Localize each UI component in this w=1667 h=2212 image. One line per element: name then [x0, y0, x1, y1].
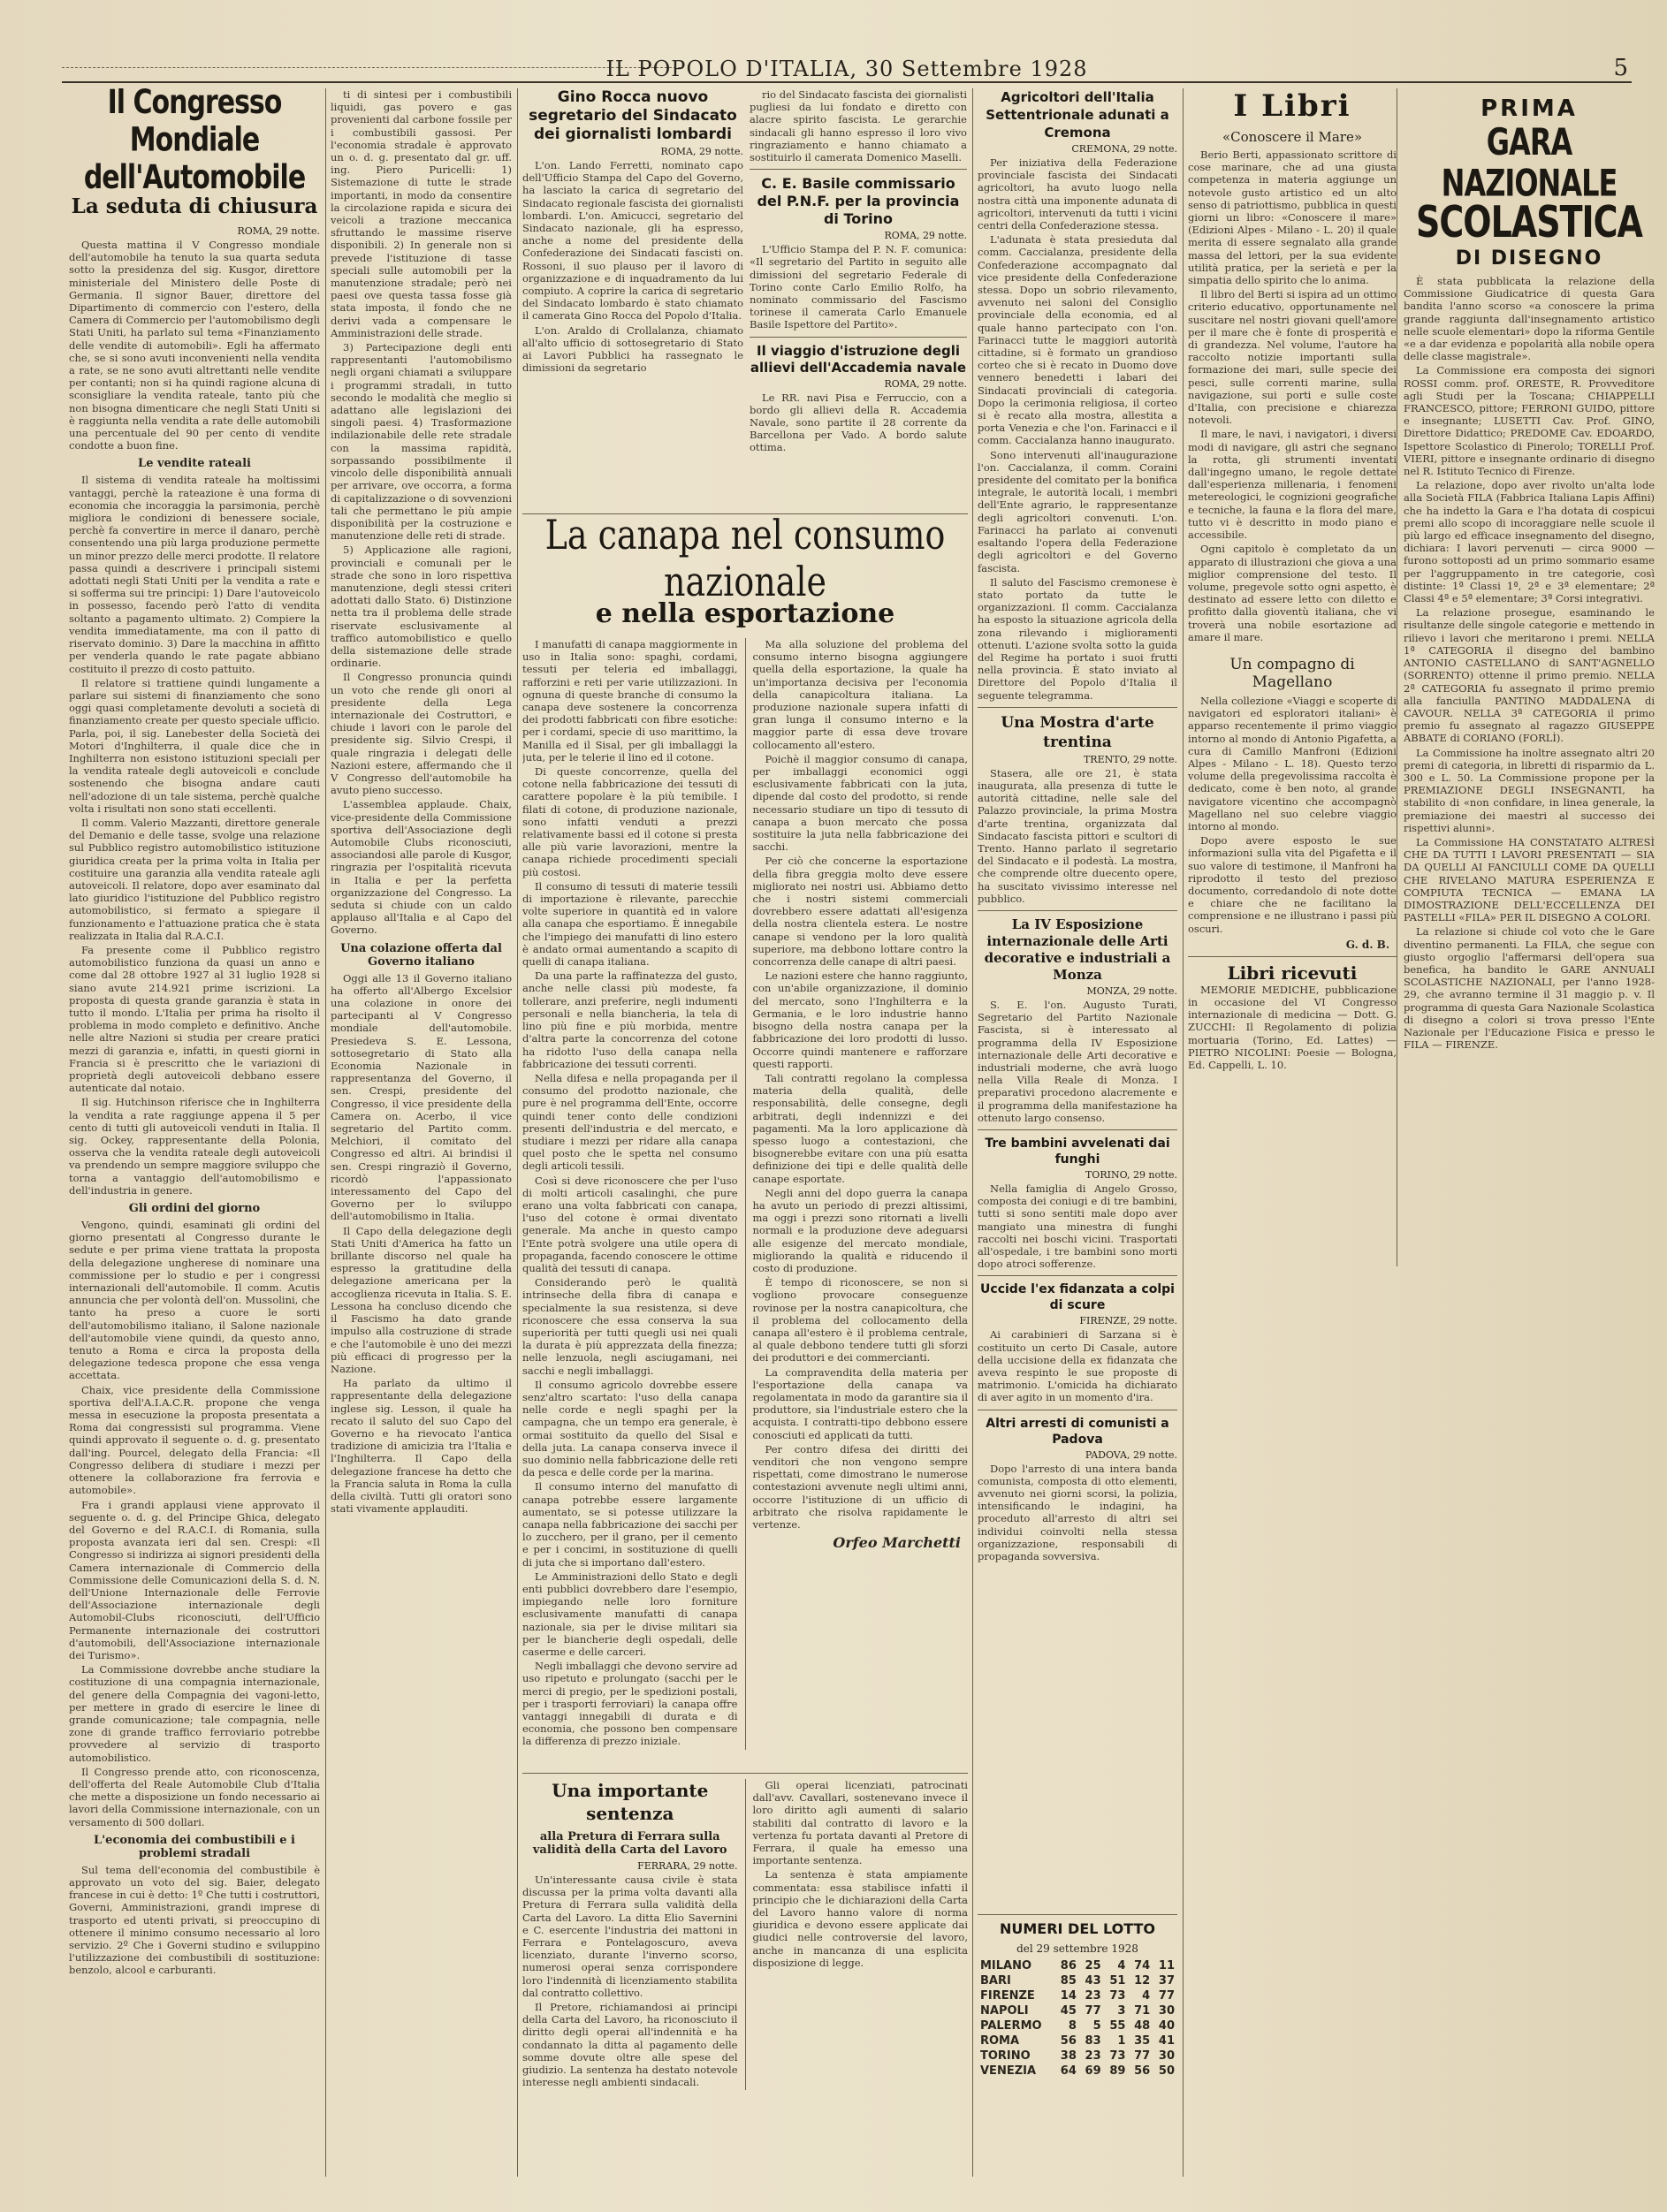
article-paragraph: Il Capo della delegazione degli Stati Uniti d'America ha fatto un brillante discorso nel quale ha espresso la gratitudine della delegazione americana per la accoglienza ricevuta in Italia. S. E. Lessona ha concluso dicendo che il Fascismo ha dato grande impulso alla costruzione di strade e che l'automobile è uno dei mezzi più efficaci di progresso per la Nazione. — [331, 1224, 512, 1375]
article-paragraph: I manufatti di canapa maggiormente in uso in Italia sono: spaghi, cordami, tessuti per teleria ed imballaggi, rafforzini e reti per varie utilizzazioni. In ognuna di queste branche di consumo la canapa deve sostenere la concorrenza dei prodotti fabbricati con fibre esotiche: per i cordami, specie di uso marittimo, la Manilla ed il Sisal, per gli imballaggi la juta, per le telerie il lino ed il cotone. — [522, 638, 738, 764]
lotto-row — [978, 2049, 1177, 2064]
article-paragraph: È tempo di riconoscere, se non si vogliono provocare conseguenze rovinose per la nostra canapicoltura, che il problema del collocamento della canapa all'estero è il problema centrale, al quale debbono tendere tutti gli sforzi dei produttori e dei commercianti. — [752, 1276, 968, 1364]
lotto-number: 43 — [1085, 1974, 1101, 1988]
lotto-city: ROMA — [980, 2034, 1020, 2048]
article-paragraph: La relazione si chiude col voto che le Gare diventino permanenti. La FILA, che segue con giusto orgoglio l'affermarsi dell'opera sua benefica, ha bandito le GARE ANNUALI SCOLASTICHE NAZIONALI, per l'anno 1928-29, che avranno termine il 31 maggio p. v. Il programma di questa Gara Nazionale Scolastica di disegno a colori si trova presso l'Ente Nazionale per l'Educazione Fisica e presso le FILA — FIRENZE. — [1404, 925, 1655, 1052]
lotto-number: 25 — [1085, 1959, 1101, 1973]
article-paragraph: L'on. Lando Ferretti, nominato capo dell'Ufficio Stampa del Capo del Governo, ha lasciato la carica di segretario del Sindacato regionale fascista dei giornalisti lombardi. L'on. Amicucci, segretario del Sindacato nazionale, gli ha espresso, anche a nome del presidente della Confederazione dei Sindacati fascisti on. Rossoni, il suo plauso per il lavoro di organizzazione e di inquadramento da lui compiuto. A coprire la carica di segretario del Sindacato lombardo è stato chiamato il camerata Gino Rocca del Popolo d'Italia. — [522, 159, 743, 323]
newspaper-masthead-line: IL POPOLO D'ITALIA, 30 Settembre 1928 — [605, 57, 1088, 81]
headline-mostra-trentina: Una Mostra d'arte trentina — [1001, 713, 1154, 751]
article-paragraph: Un'interessante causa civile è stata discussa per la prima volta davanti alla Pretura di Ferrara sulla validità della Carta del Lavoro. La ditta Elio Savernini e C. esercente l'industria dei mattoni in Ferrara e Pontelagoscuro, aveva licenziato, durante l'inverno scorso, numerosi operai senza corrispondere loro l'indennità di licenziamento stabilita dal contratto collettivo. — [522, 1874, 738, 1999]
lotto-number: 40 — [1158, 2019, 1175, 2033]
article-paragraph: Il Pretore, richiamandosi ai principi della Carta del Lavoro, ha riconosciuto il diritto degli operai all'indennità e ha condannato la ditta al pagamento delle somme dovute oltre alle spese del giudizio. La sentenza ha destato notevole interesse negli ambienti sindacali. — [522, 2001, 738, 2089]
lotto-row — [978, 2018, 1177, 2033]
lotto-number: 14 — [1060, 1989, 1077, 2003]
lotto-city: TORINO — [980, 2049, 1031, 2063]
ad-line-gara: GARA NAZIONALE — [1441, 119, 1618, 206]
article-paragraph: L'Ufficio Stampa del P. N. F. comunica: «Il segretario del Partito in seguito alle dimissioni del segretario Federale di Torino conte Carlo Emilio Rolfo, ha nominato commissario del Fascismo torinese il camerata Carlo Emanuele Basile Ispettore del Partito». — [750, 243, 967, 331]
article-paragraph: Negli anni del dopo guerra la canapa ha avuto un periodo di prezzi altissimi, ma oggi i prezzi sono ritornati a livelli normali e la produzione deve adeguarsi alle esigenze del mercato mondiale, migliorando la qualità e riducendo il costo di produzione. — [752, 1186, 968, 1274]
article-paragraph: Ai carabinieri di Sarzana si è costituito un certo Di Casale, autore della uccisione della ex fidanzata che aveva respinto le sue proposte di matrimonio. L'omicida ha dichiarato di aver agito in un momento d'ira. — [978, 1328, 1177, 1404]
ad-line-scolastica: SCOLASTICA — [1416, 196, 1642, 247]
lotto-number: 64 — [1060, 2064, 1077, 2078]
article-paragraph: Il consumo interno del manufatto di canapa potrebbe essere largamente aumentato, se si potesse utilizzare la canapa nella fabbricazione dei sacchi per lo zucchero, per il grano, per il cemento e per i concimi, in sostituzione di quelli di juta che si importano dall'estero. — [522, 1480, 738, 1569]
headline-libri: I Libri — [1233, 88, 1351, 124]
sentenza-col-left — [522, 1779, 738, 2090]
dateline: ROMA, 29 notte. — [884, 377, 967, 390]
byline-marchetti: Orfeo Marchetti — [833, 1534, 961, 1552]
article-paragraph: Fa presente come il Pubblico registro automobilistico funziona da quasi un anno e come dal 28 ottobre 1927 al 31 luglio 1928 si siano avute 214.921 prime iscrizioni. La proposta di questa grande garanzia è stata in tutto il mondo. L'Italia per prima ha risolto il problema in modo completo e definitivo. Anche nelle altre Nazioni si studia per creare pratici mezzi di garanzia e, infatti, in questi giorni in Francia si è prescritto che le variazioni di proprietà degli autoveicoli debbano essere autenticate dal notaio. — [69, 943, 320, 1095]
article-paragraph: 3) Partecipazione degli enti rappresentanti l'automobilismo negli organi chiamati a sviluppare i programmi stradali, in tutto secondo le modalità che meglio si adattano alle legislazioni dei singoli paesi. 4) Trasformazione indilazionabile delle rete stradale con la massima rapidità, sorpassando possibilmente il vincolo delle disponibilità annuali per arrivare, ove occorra, a forma di capitalizzazione o di sovvenzioni tali che permettano le più ampie disponibilità per la costruzione e manutenzione delle reti di strade. — [331, 341, 512, 543]
article-paragraph: Ma alla soluzione del problema del consumo interno bisogna aggiungere quella della esportazione, la quale ha un'importanza decisiva per l'economia della canapicoltura italiana. La produzione nazionale supera infatti di gran lunga il consumo interno e la maggior parte di essa deve trovare collocamento all'estero. — [752, 638, 968, 751]
article-paragraph: Il Congresso pronuncia quindi un voto che rende gli onori al presidente della Lega internazionale dei Costruttori, e chiude i lavori con le parole del presidente sig. Silvio Crespi, il quale ringrazia i delegati delle Nazioni estere, affermando che il V Congresso dell'automobile ha avuto pieno successo. — [331, 671, 512, 797]
article-canapa — [522, 508, 968, 1763]
article-sentenza — [522, 1767, 968, 2170]
column-cronaca — [978, 88, 1177, 1900]
article-paragraph: È stata pubblicata la relazione della Commissione Giudicatrice di questa Gara bandita l'anno scorso «a conoscere la prima grande raggiunta dall'insegnamento artistico nelle scuole elementari» dopo la riforma Gentile «e a dar evidenza e popolarità alla nobile opera delle classe magistrale». — [1404, 275, 1655, 363]
lotto-number: 4 — [1117, 1959, 1126, 1973]
article-paragraph: Il sig. Hutchinson riferisce che in Inghilterra la vendita a rate raggiunge appena il 5 per cento di tutti gli autoveicoli venduti in Italia. Il sig. Ockey, rappresentante della Polonia, osserva che la vendita rateale degli autoveicoli va prendendo un sempre maggiore sviluppo che torna a vantaggio dell'automobilismo e dell'industria in genere. — [69, 1096, 320, 1197]
lotto-number: 35 — [1134, 2034, 1151, 2048]
separator — [750, 169, 967, 170]
article-paragraph: Fra i grandi applausi viene approvato il seguente o. d. g. del Principe Ghica, delegato del Governo e del R.A.C.I. di Romania, sulla proposta avanzata ieri dal sen. Crespi: «Il Congresso si indirizza ai signori presidenti della Camera internazionale di Commercio della Commissione delle Comunicazioni della S. d. N. dell'Unione Internazionale delle Ferrovie dell'Associazione internazionale degli Automobil-Clubs riconosciuti, dell'Ufficio Permanente internazionale dei costruttori d'automobili, dell'Associazione internazionale dei Turismo». — [69, 1498, 320, 1661]
lotto-row — [978, 1973, 1177, 1988]
lotto-number: 71 — [1134, 2004, 1151, 2018]
separator — [978, 707, 1177, 708]
lotto-city: BARI — [980, 1974, 1011, 1988]
lotto-number: 51 — [1109, 1974, 1126, 1988]
page-header — [62, 55, 1632, 83]
article-paragraph: Le RR. navi Pisa e Ferruccio, con a bordo gli allievi della R. Accademia Navale, sono partite il 28 corrente da Barcellona per Vado. A bordo salute ottima. — [750, 391, 967, 454]
ad-line-disegno: DI DISEGNO — [1455, 247, 1603, 270]
separator — [1188, 956, 1397, 957]
dateline: CREMONA, 29 notte. — [1071, 143, 1177, 155]
article-paragraph: La Commissione dovrebbe anche studiare la costituzione di una compagnia internazionale, del genere della Compagnia dei vagoni-letto, per mettere in grado di esercire le linee di grande comunicazione; tale compagnia, nelle zone di grande traffico ferroviario potrebbe provvedere al servizio di trasporto automobilistico. — [69, 1663, 320, 1764]
dateline: TORINO, 29 notte. — [1085, 1169, 1177, 1181]
dateline: FERRARA, 29 notte. — [637, 1860, 738, 1872]
lotto-number: 23 — [1085, 2049, 1101, 2063]
article-paragraph: La Commissione era composta dei signori ROSSI comm. prof. ORESTE, R. Provveditore agli Studi per la Toscana; CHIAPPELLI FRANCESCO, pittore; FERRONI GUIDO, pittore e insegnante; LUSETTI Cav. Prof. GINO, Direttore Didattico; PREDOME Cav. EDOARDO, Ispettore Scolastico di Pinerolo; TORELLI Prof. VIERI, pittore e insegnante ordinario di disegno nel R. Istituto Tecnico di Firenze. — [1404, 364, 1655, 478]
subheadline-esportazione: e nella esportazione — [595, 598, 895, 629]
lotto-number: 50 — [1158, 2064, 1175, 2078]
lotto-number: 5 — [1092, 2019, 1101, 2033]
lotto-number: 30 — [1158, 2049, 1175, 2063]
dateline: ROMA, 29 notte. — [660, 146, 743, 157]
dateline: PADOVA, 29 notte. — [1085, 1448, 1177, 1461]
lotto-box — [978, 1909, 1177, 2174]
article-paragraph: Il consumo agricolo dovrebbe essere senz'altro scartato: l'uso della canapa nelle corde e negli spaghi per la campagna, che un tempo era generale, è ormai sostituito da quello del Sisal e della juta. La canapa conserva invece il suo dominio nella fabbricazione delle reti da pesca e delle corde per la marina. — [522, 1378, 738, 1479]
column-basile — [750, 88, 967, 504]
article-paragraph: Negli imballaggi che devono servire ad uso ripetuto e prolungato (sacchi per le merci di pregio, per le spedizioni postali, per i trasporti ferroviari) la canapa offre vantaggi innegabili di durata e di economia, che possono ben compensare la differenza di prezzo iniziale. — [522, 1660, 738, 1748]
column-rule — [745, 1779, 746, 2090]
lotto-number: 86 — [1060, 1959, 1077, 1973]
headline-cremona: Agricoltori dell'Italia Settentrionale adunati a Cremona — [986, 89, 1169, 141]
lotto-number: 45 — [1060, 2004, 1077, 2018]
article-paragraph: Dopo avere esposto le sue informazioni sulla vita del Pigafetta e il suo valore di testimone, il Manfroni ha riprodotto il testo del prezioso documento, corredandolo di note dotte e chiare che ne facilitano la comprensione e ne illustrano i passi più oscuri. — [1188, 834, 1397, 935]
lotto-number: 77 — [1085, 2004, 1101, 2018]
dateline: ROMA, 29 notte. — [884, 230, 967, 242]
signature-gdb: G. d. B. — [1345, 938, 1389, 951]
article-paragraph: L'on. Araldo di Crollalanza, chiamato all'alto ufficio di sottosegretario di Stato ai Lavori Pubblici ha rassegnato le dimissioni da segretario — [522, 323, 743, 375]
article-paragraph: S. E. l'on. Augusto Turati, Segretario del Partito Nazionale Fascista, si è interessato al programma della IV Esposizione internazionale delle Arti decorative e industriali moderne, che avrà luogo nella Villa Reale di Monza. I preparativi procedono alacremente e il programma della manifestazione ha ottenuto largo consenso. — [978, 998, 1177, 1124]
lotto-number: 11 — [1158, 1959, 1175, 1973]
article-paragraph: Ha parlato da ultimo il rappresentante della delegazione inglese sig. Lesson, il quale ha recato il saluto del suo Capo del Governo e ha rievocato l'antica tradizione di amicizia tra l'Italia e l'Inghilterra. Il Capo della delegazione francese ha detto che la Francia saluta in Roma la culla della civiltà. Tutti gli oratori sono stati vivamente applauditi. — [331, 1377, 512, 1516]
article-paragraph: Considerando però le qualità intrinseche della fibra di canapa e specialmente la sua resistenza, si deve riconoscere che essa conserva la sua superiorità per tutti quegli usi nei quali la durata è più apprezzata della finezza; nelle lenzuola, negli asciugamani, nei sacchi e negli imballaggi. — [522, 1276, 738, 1377]
article-paragraph: Il mare, le navi, i navigatori, i diversi modi di navigare, gli astri che segnano la rotta, gli strumenti inventati dall'ingegno umano, le regole dettate dall'esperienza millenaria, i fenomeni metereologici, le cognizioni geografiche e tecniche, la fauna e la flora del mare, tutto vi è descritto in modo piano e accessibile. — [1188, 428, 1397, 542]
separator — [978, 1275, 1177, 1276]
lotto-number: 37 — [1158, 1974, 1175, 1988]
lotto-number: 41 — [1158, 2034, 1175, 2048]
article-paragraph: Da una parte la raffinatezza del gusto, anche nelle classi più modeste, fa tollerare, anzi preferire, negli indumenti personali e nella biancheria, la tela di lino più fine e più morbida, mentre d'altra parte la concorrenza del cotone ha ridotto l'uso della canapa nella fabbricazione dei tessuti correnti. — [522, 969, 738, 1070]
article-paragraph: 5) Applicazione alle ragioni, provinciali e comunali per le strade che sono in loro rispettiva manutenzione, degli stessi criteri adottati dallo Stato. 6) Distinzione netta tra il problema delle strade riservate esclusivamente al traffico automobilistico e quello della sistemazione delle strade ordinarie. — [331, 543, 512, 670]
lotto-number: 77 — [1158, 1989, 1175, 2003]
article-paragraph: Così si deve riconoscere che per l'uso di molti articoli casalinghi, che pure erano una volta fabbricati con canapa, l'uso del cotone è ormai diventato generale. Ma anche in questo campo l'Ente potrà svolgere una utile opera di propaganda, facendo conoscere le ottime qualità dei tessuti di canapa. — [522, 1174, 738, 1274]
subheadline-conoscere-mare: «Conoscere il Mare» — [1222, 129, 1363, 145]
article-paragraph: Sono intervenuti all'inaugurazione l'on. Caccialanza, il comm. Coraini presidente del comitato per la bonifica integrale, le autorità locali, i membri dell'Ente agrario, le rappresentanze degli agricoltori convenuti. L'on. Farinacci ha parlato ai convenuti esaltando l'opera della Federazione degli agricoltori e del Governo fascista. — [978, 448, 1177, 574]
article-paragraph: Il relatore si trattiene quindi lungamente a parlare sui sistemi di finanziamento che sono oggi quasi completamente devoluti a società di finanziamento create per questo speciale ufficio. Parla, poi, il sig. Lanebester della Società dei Motori d'Inghilterra, il quale dice che in Inghilterra non esistono istituzioni speciali per la vendita rateale degli autoveicoli e conclude sostenendo che bisogna andare cauti nell'adozione di un tale sistema, perchè qualche volta i risultati non sono stati eccellenti. — [69, 676, 320, 815]
headline-magellano: Un compagno di Magellano — [1229, 655, 1355, 691]
article-paragraph: Oggi alle 13 il Governo italiano ha offerto all'Albergo Excelsior una colazione in onore dei partecipanti al V Congresso mondiale dell'automobile. Presiedeva S. E. Lessona, sottosegretario di Stato alla Economia Nazionale in rappresentanza del Governo, il sen. Crespi, presidente del Congresso, il vice presidente della Camera on. Acerbo, il vice segretario del Partito comm. Melchiori, il comitato del Congresso ed altri. Ai brindisi il sen. Crespi ringraziò il Governo, ricordò l'appassionato interessamento del Capo del Governo per lo sviluppo dell'automobilismo in Italia. — [331, 971, 512, 1223]
lotto-number: 48 — [1134, 2019, 1151, 2033]
column-rule — [517, 88, 518, 2177]
column-rule — [325, 88, 326, 2177]
article-paragraph: ti di sintesi per i combustibili liquidi, gas povero e gas provenienti dal carbone fossile per i combustibili gassosi. Per l'economia stradale è approvato un o. d. g. presentato dal gr. uff. ing. Piero Puricelli: 1) Sistemazione di tutte le strade importanti, in modo da consentire la circolazione rapida e sicura dei veicoli a trazione meccanica sfruttando le massime riserve disponibili. 2) In generale non si prevede l'istituzione di tasse speciali sulle automobili per la manutenzione stradale; però nei paesi ove questa tassa fosse già stata imposta, il fondo che ne derivi vada a compensare le Amministrazioni delle strade. — [331, 88, 512, 339]
page-number: 5 — [1613, 55, 1628, 81]
article-paragraph: La relazione, dopo aver rivolto un'alta lode alla Società FILA (Fabbrica Italiana Lapis Affini) che ha indetto la Gara e l'ha dotata di cospicui premi allo scopo di incoraggiare nelle scuole il più largo ed efficace insegnamento del disegno, dichiara: I lavori pervenuti — circa 9000 — furono sottoposti ad un primo sommario esame per l'aggruppamento in tre categorie, così distinte: 1ª Classi 1ª, 2ª e 3ª elementare; 2ª Classi 4ª e 5ª elementare; 3ª Corsi integrativi. — [1404, 479, 1655, 605]
separator — [978, 1914, 1177, 1915]
lotto-row — [978, 2033, 1177, 2049]
lotto-city: MILANO — [980, 1959, 1032, 1973]
lotto-number: 69 — [1085, 2064, 1101, 2078]
headline-sentenza: Una importante sentenza — [552, 1780, 709, 1824]
article-paragraph: Questa mattina il V Congresso mondiale dell'automobile ha tenuto la sua quarta seduta sotto la presidenza del sig. Kusgor, direttore ministeriale del Ministero delle Poste di Germania. Il signor Bauer, direttore del Dipartimento di commercio con l'estero, della Camera di Commercio per l'automobilismo degli Stati Uniti, ha parlato sul tema «Finanziamento delle vendite di automobili». Egli ha affermato che, se si sono avuti inconvenienti nella vendita a rate, se ne sono avuti altrettanti nelle vendite per contanti; non si ha quindi ragione alcuna di sconsigliare la vendita rateale, tanto più che non bisogna dimenticare che negli Stati Uniti si è raggiunta nella vendita a rate delle automobili una percentuale del 90 per cento di vendite condotte a buon fine. — [69, 239, 320, 452]
article-paragraph: Sul tema dell'economia del combustibile è approvato un voto del sig. Baier, delegato francese in cui è detto: 1º Che tutti i costruttori, Governi, Amministrazioni, grandi imprese di trasporto ed utenti privati, si preoccupino di ottenere il minimo consumo necessario al loro servizio. 2º Che i Governi studino e sviluppino l'utilizzazione dei combustibili di sostituzione: benzolo, alcool e carburanti. — [69, 1863, 320, 1977]
article-paragraph: La sentenza è stata ampiamente commentata: essa stabilisce infatti il principio che le dichiarazioni della Carta del Lavoro hanno valore di norma giuridica e devono essere applicate dai giudici nelle controversie del lavoro, anche in mancanza di una esplicita disposizione di legge. — [752, 1868, 968, 1969]
lotto-number: 55 — [1109, 2019, 1126, 2033]
article-paragraph: Per contro difesa dei diritti dei venditori che non vengono sempre rispettati, come dimostrano le numerose contestazioni avvenute negli ultimi anni, occorre l'istituzione di un ufficio di arbitrato che risolva rapidamente le vertenze. — [752, 1442, 968, 1532]
lotto-row — [978, 1988, 1177, 2003]
headline-basile: C. E. Basile commissario del P.N.F. per la provincia di Torino — [757, 175, 960, 228]
subheadline-carta-lavoro: alla Pretura di Ferrara sulla validità della Carta del Lavoro — [532, 1830, 727, 1857]
lotto-number: 73 — [1109, 1989, 1126, 2003]
separator — [978, 1129, 1177, 1130]
lotto-number: 4 — [1142, 1989, 1151, 2003]
article-paragraph: Di queste concorrenze, quella del cotone nella fabbricazione dei tessuti di carattere popolare è la più temibile. I filati di cotone, di produzione nazionale, sono infatti venduti a prezzi relativamente bassi ed il cotone si presta alle più varie lavorazioni, mentre la canapa richiede procedimenti speciali più costosi. — [522, 765, 738, 878]
lotto-city: FIRENZE — [980, 1989, 1035, 2003]
column-libri — [1188, 88, 1397, 2170]
article-paragraph: La Commissione HA CONSTATATO ALTRESÌ CHE DA TUTTI I LAVORI PRESENTATI — SIA DA QUELLI AI FANCIULLI COME DA QUELLI CHE RIVELANO MATURA ESPERIENZA E COMPIUTA TECNICA — EMANA LA DIMOSTRAZIONE DELL'ECCELLENZA DEI PASTELLI «FILA» PER IL DISEGNO A COLORI. — [1404, 835, 1655, 924]
headline-fidanzata: Uccide l'ex fidanzata a colpi di scure — [980, 1282, 1175, 1313]
dateline: TRENTO, 29 notte. — [1083, 753, 1177, 765]
article-paragraph: Il libro del Berti si ispira ad un ottimo criterio educativo, opportunamente nel suscitare nel nostri giovani quell'amore per il mare che è fonte di prosperità e di grandezza. Nel volume, l'autore ha raccolto notizie importanti sulla formazione dei mari, sulle specie dei pesci, sulle correnti marine, sulla navigazione, sui porti e sulle coste d'Italia, con precisione e chiarezza notevoli. — [1188, 288, 1397, 427]
headline-funghi: Tre bambini avvelenati dai funghi — [985, 1136, 1170, 1167]
article-paragraph: Dopo l'arresto di una intera banda comunista, composta di otto elementi, avvenuto nei giorni scorsi, la polizia, intensificando le indagini, ha proceduto all'arresto di altri sei individui coinvolti nella stessa organizzazione, responsabili di propaganda sovversiva. — [978, 1462, 1177, 1563]
canapa-col-right — [753, 638, 969, 1750]
article-paragraph: Chaix, vice presidente della Commissione sportiva dell'A.I.A.C.R. propone che venga messa in esecuzione la proposta presentata a Roma dai congressisti sul programma. Viene quindi approvato il seguente o. d. g. presentato dall'ing. Pourcel, delegato della Francia: «Il Congresso delibera di studiare i mezzi per ottenere la collaborazione fra ferrovia e automobile». — [69, 1383, 320, 1497]
article-paragraph: Nella difesa e nella propaganda per il consumo del prodotto nazionale, che pure è nel programma dell'Ente, occorre quindi tener conto delle condizioni presenti dell'industria e del mercato, e studiare i mezzi per ridare alla canapa quel posto che le spetta nel consumo degli articoli tessili. — [522, 1071, 738, 1173]
lotto-table — [978, 1958, 1177, 2079]
lotto-number: 74 — [1134, 1959, 1151, 1973]
article-paragraph: Nella famiglia di Angelo Grosso, composta dei coniugi e di tre bambini, tutti si sono sentiti male dopo aver mangiato una minestra di funghi raccolti nei boschi vicini. Trasportati all'ospedale, i tre bambini sono morti dopo atroci sofferenze. — [978, 1182, 1177, 1271]
article-paragraph: Il sistema di vendita rateale ha moltissimi vantaggi, perchè la rateazione è una forma di economia che incoraggia la parsimonia, perchè migliora le condizioni di benessere sociale, perchè fa convertire in merce il danaro, perchè consentendo una più larga produzione permette un minor prezzo delle merci prodotte. Il relatore passa quindi a descrivere i principali sistemi adottati negli Stati Uniti per la vendita a rate e si sofferma sui tre principi: 1) Dare l'autoveicolo in possesso, facendo però l'atto di vendita soltanto a pagamento ultimato. 2) Compiere la vendita immediatamente, ma con il patto di riservato dominio. 3) Dare la macchina in affitto per venderla quando le rate pagate abbiano costituito il prezzo di costo pattuito. — [69, 474, 320, 675]
article-paragraph: L'assemblea applaude. Chaix, vice-presidente della Commissione sportiva dell'Associazione degli Automobile Clubs riconosciuti, associandosi alle parole di Kusgor, ringrazia per l'ospitalità ricevuta in Italia e per la perfetta organizzazione del Congresso. La seduta si chiude con un caldo applauso all'Italia e al Capo del Governo. — [331, 798, 512, 937]
dateline: ROMA, 29 notte. — [237, 225, 320, 237]
article-paragraph: La relazione prosegue, esaminando le risultanze delle singole categorie e mettendo in rilievo i lavori che meritarono i premi. NELLA 1ª CATEGORIA il disegno del bambino ANTONIO CASTELLANO di SANT'AGNELLO (SORRENTO) ottenne il primo premio. NELLA 2ª CATEGORIA fu assegnato il primo premio alla fanciulla PANTINO MADDALENA di CAVOUR. NELLA 3ª CATEGORIA il primo premio fu assegnato al ragazzo GIUSEPPE ABBATE di CORIANO (FORLÌ). — [1404, 606, 1655, 745]
column-rule — [745, 638, 746, 1750]
lotto-city: VENEZIA — [980, 2064, 1037, 2078]
section-heading: Gli ordini del giorno — [128, 1202, 261, 1216]
headline-rocca: Gino Rocca nuovo segretario del Sindacato dei giornalisti lombardi — [529, 88, 737, 143]
article-paragraph: Berio Berti, appassionato scrittore di cose marinare, che ad una giusta competenza in materia aggiunge un notevole gusto artistico ed un alto senso di patriottismo, pubblica in questi giorni un libro: «Conoscere il mare» (Edizioni Alpes - Milano - L. 20) il quale merita di essere segnalato alla grande massa del lettori, per la sua evidente utilità pratica, per la serietà e per la simpatia dello spirito che lo anima. — [1188, 148, 1397, 287]
article-paragraph: Tali contratti regolano la complessa materia della qualità, delle responsabilità, delle consegne, degli arbitrati, degli indennizzi e dei pagamenti. Ma la loro applicazione dà spesso luogo a contestazioni, che bisognerebbe evitare con una più esatta definizione dei tipi e delle qualità delle canape esportate. — [752, 1071, 968, 1185]
lotto-number: 23 — [1085, 1989, 1101, 2003]
lotto-title: NUMERI DEL LOTTO — [999, 1920, 1156, 1937]
article-paragraph: Le Amministrazioni dello Stato e degli enti pubblici dovrebbero dare l'esempio, impiegando nelle loro forniture esclusivamente manufatti di canapa nazionale, sia per le divise militari sia per le biancherie degli ospedali, delle caserme e delle carceri. — [522, 1570, 738, 1659]
article-paragraph: Gli operai licenziati, patrocinati dall'avv. Cavallari, sostenevano invece il loro diritto agli aumenti di salario stabiliti dal contratto di lavoro e la vertenza fu portata davanti al Pretore di Ferrara, il quale ha emesso una importante sentenza. — [752, 1779, 968, 1867]
separator — [522, 1773, 968, 1774]
article-paragraph: Ogni capitolo è completato da un apparato di illustrazioni che giova a una miglior comprensione del testo. Il volume, pregevole sotto ogni aspetto, è destinato ad essere letto con diletto e profitto dalla gioventù italiana, che vi troverà una nobile esortazione ad amare il mare. — [1188, 543, 1397, 643]
lotto-number: 1 — [1117, 2034, 1126, 2048]
lotto-number: 12 — [1134, 1974, 1151, 1988]
lotto-number: 3 — [1117, 2004, 1126, 2018]
canapa-columns — [522, 638, 968, 1750]
lotto-city: PALERMO — [980, 2019, 1042, 2033]
column-rule — [1183, 88, 1184, 2177]
dateline: MONZA, 29 notte. — [1086, 984, 1177, 997]
column-rule — [972, 88, 973, 2177]
article-paragraph: MEMORIE MEDICHE, pubblicazione in occasione del VI Congresso internazionale di medicina — Dott. G. ZUCCHI: Il Regolamento di polizia mortuaria (Torino, Ed. Lattes) — PIETRO NICOLINI: Poesie — Bologna, Ed. Cappelli, L. 10. — [1188, 983, 1397, 1071]
lotto-row — [978, 2003, 1177, 2018]
separator — [978, 910, 1177, 911]
lotto-row — [978, 1958, 1177, 1973]
lotto-number: 77 — [1134, 2049, 1151, 2063]
ad-line-prima: PRIMA — [1481, 95, 1578, 122]
article-paragraph: Il comm. Valerio Mazzanti, direttore generale del Demanio e delle tasse, svolge una relazione sul Pubblico registro automobilistico istituzione giuridica creata per la prima volta in Italia per costituire una garanzia alla vendita rateale agli autoveicoli. Il relatore, dopo aver esaminato dal lato giuridico l'istituzione del Pubblico registro automobilistico, si fermato a spiegare il funzionamento e l'attuazione pratica che è stata realizzata in Italia dal R.A.C.I. — [69, 816, 320, 942]
lotto-row — [978, 2064, 1177, 2079]
separator — [750, 337, 967, 338]
article-paragraph: L'adunata è stata presieduta dal comm. Caccialanza, presidente della Confederazione accompagnato dal vice presidente della Confederazione stessa. Dopo un sobrio rilevamento, avvenuto nei saloni del Consiglio provinciale della economia, ed al quale hanno partecipato con l'on. Farinacci tutte le maggiori autorità cittadine, si è formato un grandioso corteo che si è recato in Duomo dove vennero benedetti i labari dei Sindacati provinciali di categoria. Dopo la cerimonia religiosa, il corteo si è recato alla mostra, allestita a porta Venezia e che l'on. Farinacci e il comm. Caccialanza hanno inaugurato. — [978, 233, 1177, 447]
ad-gara-disegno — [1404, 88, 1655, 1264]
headline-canapa: La canapa nel consumo nazionale — [544, 512, 946, 605]
lotto-number: 56 — [1060, 2034, 1077, 2048]
lotto-number: 73 — [1109, 2049, 1126, 2063]
column-rocca — [522, 88, 743, 504]
section-heading: L'economia dei combustibili e i problemi stradali — [94, 1833, 295, 1860]
article-paragraph: Il Congresso prende atto, con riconoscenza, dell'offerta del Reale Automobile Club d'Italia che mette a disposizione un fondo necessario ai lavori della Commissione internazionale, con un versamento di 500 dollari. — [69, 1765, 320, 1828]
article-paragraph: Vengono, quindi, esaminati gli ordini del giorno presentati al Congresso durante le sedute e per prima viene trattata la proposta della delegazione ungherese di nominare una commissione per lo studio e per i congressi internazionali dell'automobile. Il comm. Acutis annuncia che per volontà dell'on. Mussolini, che tanto ha preso a cuore le sorti dell'automobilismo italiano, il Salone nazionale dell'automobile viene quindi, da questo anno, tenuto a Roma e circa la proposta della delegazione tedesca propone che essa venga accettata. — [69, 1219, 320, 1382]
article-paragraph: Per ciò che concerne la esportazione della fibra greggia molto deve essere migliorato nei nostri usi. Abbiamo detto che i nostri sistemi commerciali dovrebbero essere adattati all'esigenza della nostra clientela estera. Le nostre canape si vendono per la loro qualità superiore, ma debbono lottare contro la concorrenza delle canape di altri paesi. — [752, 855, 968, 969]
headline-esposizione-monza: La IV Esposizione internazionale delle Arti decorative e industriali a Monza — [984, 916, 1171, 983]
section-heading: Le vendite rateali — [138, 457, 251, 471]
section-heading: Una colazione offerta dal Governo italiano — [340, 941, 502, 969]
lotto-number: 8 — [1068, 2019, 1077, 2033]
article-paragraph: Il consumo di tessuti di materie tessili di importazione è rilevante, parecchie volte superiore in quantità ed in valore alla canapa che esportiamo. È innegabile che l'impiego dei manufatti di lino estero è andato ormai aumentando a scapito di quelli di canapa italiana. — [522, 879, 738, 969]
sentenza-columns — [522, 1779, 968, 2090]
column-automobile — [69, 88, 320, 2170]
lotto-number: 83 — [1085, 2034, 1101, 2048]
lotto-date: del 29 settembre 1928 — [1016, 1942, 1138, 1955]
article-paragraph: Le nazioni estere che hanno raggiunto, con un'abile organizzazione, il dominio del mercato, sono l'Inghilterra e la Germania, e le loro industrie hanno bisogno della nostra canapa per la fabbricazione dei loro prodotti di lusso. Occorre quindi mantenere e rafforzare questi rapporti. — [752, 969, 968, 1070]
column-automobile-cont — [331, 88, 512, 2170]
article-paragraph: Per iniziativa della Federazione provinciale fascista dei Sindacati agricoltori, ha avuto luogo nella nostra città una imponente adunata di agricoltori, intervenuti da tutti i vicini centri della Confederazione stessa. — [978, 156, 1177, 232]
dateline: FIRENZE, 29 notte. — [1079, 1315, 1177, 1327]
article-paragraph: La Commissione ha inoltre assegnato altri 20 premi di categoria, in libretti di risparmio da L. 300 e L. 50. La Commissione propone per la PREMIAZIONE DEGLI INSEGNANTI, ha stabilito di «non confidare, in linea generale, la premiazione dei maestri al successo dei rispettivi alunni». — [1404, 746, 1655, 834]
article-paragraph: Nella collezione «Viaggi e scoperte di navigatori ed esploratori italiani» è apparso recentemente il primo viaggio intorno al mondo di Antonio Pigafetta, a cura di Camillo Manfroni (Edizioni Alpes - Milano - L. 18). Questo terzo volume della pregevolissima raccolta è dedicato, come è ben noto, al grande navigatore vicentino che accompagnò Magellano nel suo celebre viaggio intorno al mondo. — [1188, 694, 1397, 832]
lotto-number: 30 — [1158, 2004, 1175, 2018]
headline-accademia: Il viaggio d'istruzione degli allievi dell'Accademia navale — [750, 342, 967, 376]
lotto-number: 85 — [1060, 1974, 1077, 1988]
lotto-number: 56 — [1134, 2064, 1151, 2078]
headline-libri-ricevuti: Libri ricevuti — [1227, 962, 1358, 984]
lotto-number: 38 — [1060, 2049, 1077, 2063]
article-paragraph: rio del Sindacato fascista dei giornalisti pugliesi da lui fondato e diretto con alacre spirito fascista. Le gerarchie sindacali gli hanno espresso il loro vivo ringraziamento e hanno chiamato a sostituirlo il camerata Domenico Maselli. — [750, 88, 967, 164]
subheadline-seduta: La seduta di chiusura — [71, 194, 318, 218]
headline-congresso: Il Congresso Mondiale dell'Automobile — [83, 88, 306, 197]
sentenza-col-right — [753, 1779, 969, 2090]
lotto-number: 89 — [1109, 2064, 1126, 2078]
article-paragraph: La compravendita della materia per l'esportazione della canapa va regolamentata in modo da garantire sia il produttore, sia l'industriale estero che la acquista. I contratti-tipo debbono essere conosciuti ed applicati da tutti. — [752, 1365, 968, 1441]
lotto-city: NAPOLI — [980, 2004, 1029, 2018]
article-paragraph: Il saluto del Fascismo cremonese è stato portato da tutte le organizzazioni. Il comm. Caccialanza ha esposto la situazione agricola della zona rilevando i miglioramenti ottenuti. L'azione svolta sotto la guida del Regime ha portato i suoi frutti nella provincia. È stato inviato al Direttore del Popolo d'Italia il seguente telegramma. — [978, 575, 1177, 702]
headline-comunisti-padova: Altri arresti di comunisti a Padova — [986, 1416, 1169, 1447]
canapa-col-left — [522, 638, 738, 1750]
article-paragraph: Stasera, alle ore 21, è stata inaugurata, alla presenza di tutte le autorità cittadine, nelle sale del Palazzo provinciale, la prima Mostra d'arte trentina, organizzata dal Sindacato fascista pittori e scultori di Trento. Hanno parlato il segretario del Sindacato e il podestà. La mostra, che comprende oltre duecento opere, ha suscitato vivissimo interesse nel pubblico. — [978, 766, 1177, 905]
article-paragraph: Poichè il maggior consumo di canapa, per imballaggi economici oggi esclusivamente fabbricati con la juta, dipende dal costo del prodotto, si rende necessario studiare un tipo di tessuto di canapa a buon mercato che possa sostituire la juta nella fabbricazione dei sacchi. — [752, 752, 968, 854]
